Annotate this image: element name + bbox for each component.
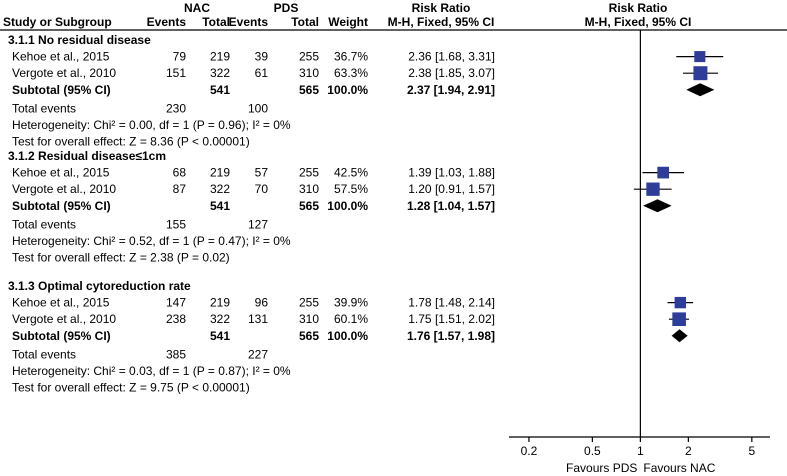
study-marker: [672, 312, 686, 326]
study-name: Kehoe et al., 2015: [12, 49, 110, 64]
pds-events: 39: [254, 49, 268, 64]
study-ci: 1.39 [1.03, 1.88]: [408, 165, 495, 180]
total-events-nac: 155: [165, 217, 186, 232]
study-marker: [693, 66, 707, 80]
subtotal-pds-total: 565: [298, 328, 319, 343]
study-weight: 36.7%: [333, 49, 368, 64]
subtotal-diamond: [672, 329, 688, 342]
x-tick-label: 1: [637, 444, 644, 458]
pds-total: 255: [298, 165, 319, 180]
favours-right: Favours NAC: [643, 461, 716, 475]
header-rr-title: Risk Ratio: [411, 1, 471, 15]
subtotal-nac-total: 541: [209, 82, 230, 97]
nac-events: 79: [172, 49, 186, 64]
x-tick-label: 5: [748, 444, 756, 458]
total-events-nac: 385: [165, 347, 186, 362]
header-pds-total: Total: [291, 15, 319, 29]
header-pds-events: Events: [228, 15, 268, 29]
subtotal-pds-total: 565: [298, 198, 319, 213]
subgroup-title: 3.1.2 Residual disease≤1cm: [8, 149, 167, 163]
subgroup-title: 3.1.1 No residual disease: [8, 33, 151, 47]
study-ci: 1.75 [1.51, 2.02]: [408, 312, 495, 327]
overall-effect: Test for overall effect: Z = 8.36 (P < 0.00001): [12, 134, 250, 149]
heterogeneity: Heterogeneity: Chi² = 0.00, df = 1 (P = 0.96); I² = 0%: [12, 118, 291, 132]
pds-events: 57: [254, 165, 268, 180]
study-name: Vergote et al., 2010: [12, 312, 117, 327]
header-study-col: Study or Subgroup: [3, 15, 112, 29]
heterogeneity: Heterogeneity: Chi² = 0.52, df = 1 (P = 0.47); I² = 0%: [12, 234, 291, 248]
table-header: [3, 1, 691, 29]
pds-total: 255: [298, 49, 319, 64]
subtotal-diamond: [686, 83, 714, 96]
study-weight: 42.5%: [333, 165, 368, 180]
study-marker: [657, 167, 669, 179]
header-nac-total: Total: [202, 15, 230, 29]
nac-events: 238: [165, 312, 186, 327]
nac-total: 219: [209, 165, 230, 180]
x-tick-label: 0.5: [584, 444, 601, 458]
header-plot-method: M-H, Fixed, 95% CI: [584, 15, 692, 29]
total-events-label: Total events: [12, 347, 77, 362]
nac-total: 219: [209, 49, 230, 64]
header-nac-events: Events: [146, 15, 186, 29]
total-events-nac: 230: [165, 101, 186, 116]
nac-total: 322: [209, 312, 230, 327]
pds-events: 61: [254, 66, 268, 81]
nac-total: 322: [209, 182, 230, 197]
subtotal-label: Subtotal (95% CI): [12, 198, 111, 213]
subtotal-weight: 100.0%: [327, 82, 368, 97]
pds-total: 310: [298, 66, 319, 81]
study-name: Vergote et al., 2010: [12, 66, 117, 81]
nac-total: 219: [209, 295, 230, 310]
subtotal-label: Subtotal (95% CI): [12, 82, 111, 97]
header-rr-method: M-H, Fixed, 95% CI: [387, 15, 495, 29]
pds-events: 96: [254, 295, 268, 310]
nac-total: 322: [209, 66, 230, 81]
subtotal-diamond: [643, 199, 672, 212]
study-weight: 60.1%: [333, 312, 368, 327]
total-events-label: Total events: [12, 217, 77, 232]
subtotal-nac-total: 541: [209, 328, 230, 343]
nac-events: 68: [172, 165, 186, 180]
subtotal-ci: 1.28 [1.04, 1.57]: [406, 198, 495, 213]
nac-events: 151: [165, 66, 186, 81]
total-events-pds: 127: [247, 217, 268, 232]
total-events-pds: 100: [247, 101, 268, 116]
study-weight: 39.9%: [333, 295, 368, 310]
pds-total: 310: [298, 312, 319, 327]
study-ci: 1.20 [0.91, 1.57]: [408, 182, 495, 197]
study-marker: [675, 297, 686, 308]
pds-events: 131: [247, 312, 268, 327]
subtotal-weight: 100.0%: [327, 198, 368, 213]
plot-area: [509, 30, 770, 475]
subgroup-title: 3.1.3 Optimal cytoreduction rate: [8, 279, 191, 293]
table-rows: [8, 33, 495, 395]
subtotal-weight: 100.0%: [327, 328, 368, 343]
header-weight: Weight: [328, 15, 368, 29]
overall-effect: Test for overall effect: Z = 2.38 (P = 0.02): [12, 250, 230, 265]
header-plot-title: Risk Ratio: [608, 1, 668, 15]
header-pds: PDS: [273, 1, 299, 15]
study-name: Kehoe et al., 2015: [12, 295, 110, 310]
pds-total: 310: [298, 182, 319, 197]
subtotal-label: Subtotal (95% CI): [12, 328, 111, 343]
study-ci: 2.38 [1.85, 3.07]: [408, 66, 495, 81]
subtotal-ci: 2.37 [1.94, 2.91]: [406, 82, 495, 97]
overall-effect: Test for overall effect: Z = 9.75 (P < 0.00001): [12, 380, 250, 395]
subtotal-pds-total: 565: [298, 82, 319, 97]
subtotal-nac-total: 541: [209, 198, 230, 213]
study-weight: 57.5%: [333, 182, 368, 197]
study-weight: 63.3%: [333, 66, 368, 81]
nac-events: 87: [172, 182, 186, 197]
study-marker: [694, 51, 705, 62]
study-ci: 1.78 [1.48, 2.14]: [408, 295, 495, 310]
pds-events: 70: [254, 182, 268, 197]
total-events-pds: 227: [247, 347, 268, 362]
study-name: Kehoe et al., 2015: [12, 165, 110, 180]
subtotal-ci: 1.76 [1.57, 1.98]: [406, 328, 495, 343]
study-marker: [646, 183, 659, 196]
heterogeneity: Heterogeneity: Chi² = 0.03, df = 1 (P = 0.87); I² = 0%: [12, 364, 291, 378]
header-nac: NAC: [184, 1, 210, 15]
study-ci: 2.36 [1.68, 3.31]: [408, 49, 495, 64]
favours-left: Favours PDS: [566, 461, 638, 475]
nac-events: 147: [165, 295, 186, 310]
x-tick-label: 2: [685, 444, 692, 458]
x-tick-label: 0.2: [520, 444, 538, 458]
total-events-label: Total events: [12, 101, 77, 116]
study-name: Vergote et al., 2010: [12, 182, 117, 197]
pds-total: 255: [298, 295, 319, 310]
